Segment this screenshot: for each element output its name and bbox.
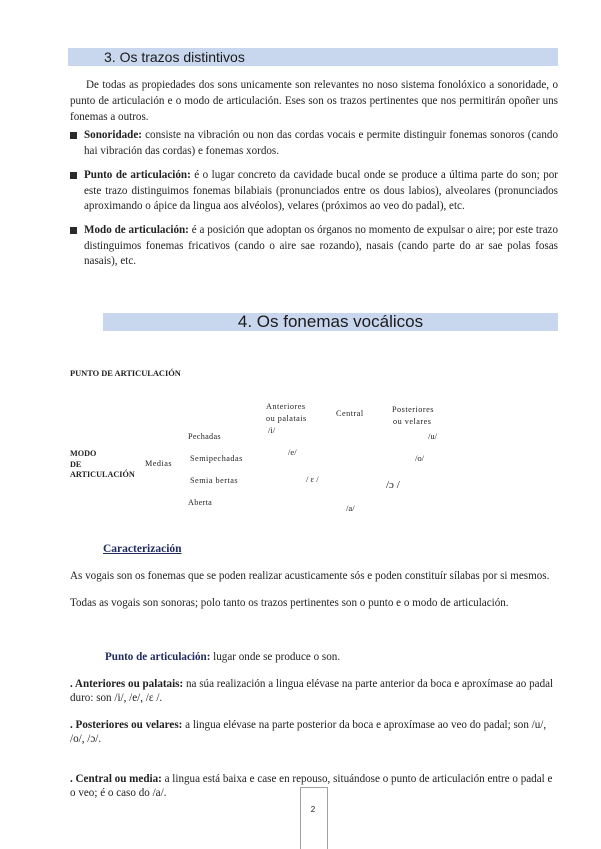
vowel-open-o: /ɔ / [386,479,400,491]
row-pechadas: Pechadas [188,432,221,441]
page-number: 2 [310,805,316,814]
vowel-e: /e/ [288,447,297,457]
medias-label: Medias [145,459,173,468]
col-posteriores-line2: ou velares [393,417,432,426]
col-posteriores-line1: Posteriores [392,405,434,414]
section-4-title: 4. Os fonemas vocálicos [237,312,424,331]
section-3-title-bar [68,48,558,66]
vowel-open-e: / ɛ / [306,474,319,484]
posteriores-text: a lingua elévase na parte posterior da boca e aproxímase ao veo do padal; son /u/, /o/, /ɔ/. [70,719,547,745]
anteriores-paragraph [70,678,558,705]
bullet-square-icon [70,132,77,139]
punto-term: Punto de articulación: [105,651,211,663]
col-anteriores-line1: Anteriores [266,402,306,411]
bullet-sonoridade [70,128,558,159]
bullet-term: Modo de articulación: [84,224,189,236]
row-aberta: Aberta [188,498,213,507]
col-anteriores-line2: ou palatais [266,414,307,423]
section-3-intro: De todas as propiedades dos sons unicamente son relevantes no noso sistema fonolóxico a sonoridade, o punto de articulación e o modo de articulación. Eses son os trazos pertinentes que nos permitirán opoñer uns fonemas a outros. [70,79,558,123]
bullet-text: é a posición que adoptan os órganos no momento de expulsar o aire; por este trazo distinguimos fonemas fricativos (cando o aire sae rozando), nasais (cando parte do ar sae polas fosas nasais), etc. [84,224,558,267]
bullet-square-icon [70,227,77,234]
punto-articulacion-label: PUNTO DE ARTICULACIÓN [70,369,181,378]
bullet-square-icon [70,172,77,179]
bullet-modo-articulacion [70,223,558,270]
caracterizacion-heading: Caracterización [103,543,182,555]
row-semiabertas: Semia bertas [190,476,239,485]
modo-articulacion-label [70,449,135,481]
bullet-punto-articulacion [70,168,558,215]
posteriores-paragraph [70,719,558,746]
punto-articulacion-line [105,651,558,665]
central-term: . Central ou media: [70,773,162,785]
vowel-a: /a/ [346,503,355,513]
section-4-title-bar [103,313,558,331]
modo-line1: MODO [70,449,97,458]
vowel-o: /o/ [415,453,425,463]
posteriores-term: . Posteriores ou velares: [70,719,183,731]
vowel-u: /u/ [428,431,438,441]
caracterizacion-p2: Todas as vogais son sonoras; polo tanto os trazos pertinentes son o punto e o modo de articulación. [70,597,509,609]
vowel-i: /i/ [268,425,276,435]
page-number-box [300,787,328,849]
bullet-term: Punto de articulación: [84,169,191,181]
caracterizacion-p1: As vogais son os fonemas que se poden realizar acusticamente sós e poden constituír sílabas por si mesmos. [70,570,550,582]
central-text: a lingua está baixa e case en repouso, situándose o punto de articulación entre o padal e o veo; é o caso do /a/. [70,773,553,799]
bullet-text: consiste na vibración ou non das cordas vocais e permite distinguir fonemas sonoros (cando hai vibración das cordas) e fonemas xordos. [84,129,558,157]
modo-line3: ARTICULACIÓN [70,470,135,479]
bullet-text: é o lugar concreto da cavidade bucal onde se produce a última parte do son; por este trazo distinguimos fonemas bilabiais (pronunciados entre os dous labios), alveolares (pronunciados aproximando o ápice da lingua aos alvéolos), velares (próximos ao veo do padal), etc. [84,169,558,212]
anteriores-text: na súa realización a lingua elévase na parte anterior da boca e aproxímase ao padal duro: son /i/, /e/, /ɛ /. [70,678,554,704]
section-3-title: 3. Os trazos distintivos [104,49,245,65]
row-semipechadas: Semipechadas [190,454,243,463]
modo-line2: DE [70,459,82,469]
col-central: Central [336,409,364,418]
bullet-term: Sonoridade: [84,129,142,141]
punto-text: lugar onde se produce o son. [210,651,341,663]
anteriores-term: . Anteriores ou palatais: [70,678,184,690]
